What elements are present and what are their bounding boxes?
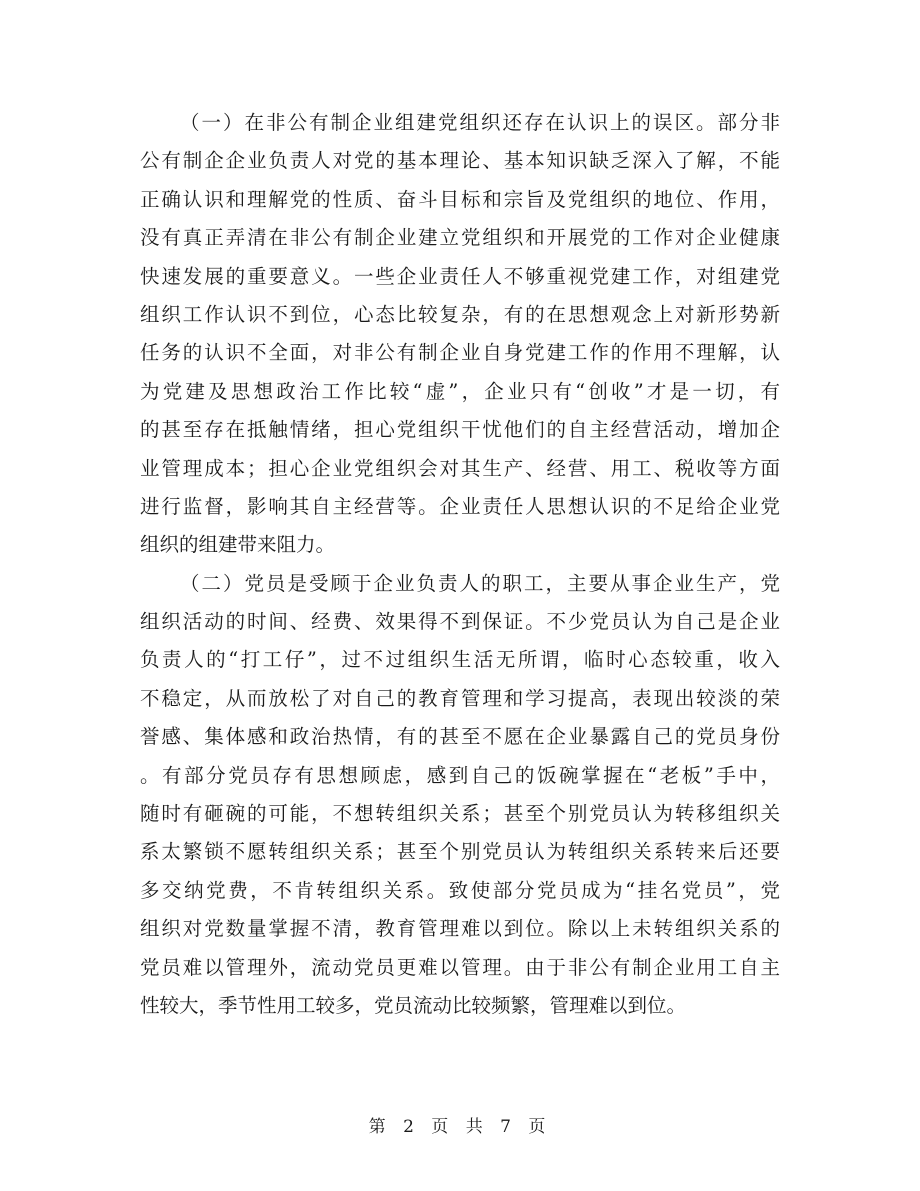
page-number-footer: 第 2 页 共 7 页 [368, 1117, 552, 1137]
paragraph-1 [140, 104, 780, 565]
text-line: 。有部分党员存有思想顾虑，感到自己的饭碗掌握在“老板”手中， [140, 763, 780, 787]
text-line: 没有真正弄清在非公有制企业建立党组织和开展党的工作对企业健康 [140, 226, 780, 250]
text-line: 系太繁锁不愿转组织关系；甚至个别党员认为转组织关系转来后还要 [140, 840, 780, 864]
text-line: 负责人的“打工仔”，过不过组织生活无所谓，临时心态较重，收入 [140, 648, 780, 672]
text-line: 组织活动的时间、经费、效果得不到保证。不少党员认为自己是企业 [140, 610, 780, 634]
text-line: 为党建及思想政治工作比较“虚”，企业只有“创收”才是一切，有 [140, 379, 780, 403]
text-line: 业管理成本；担心企业党组织会对其生产、经营、用工、税收等方面 [140, 456, 780, 480]
text-line: 党员难以管理外，流动党员更难以管理。由于非公有制企业用工自主 [140, 955, 780, 979]
text-line: 任务的认识不全面，对非公有制企业自身党建工作的作用不理解，认 [140, 341, 780, 365]
text-line: 多交纳党费，不肯转组织关系。致使部分党员成为“挂名党员”，党 [140, 878, 780, 902]
text-line: （一）在非公有制企业组建党组织还存在认识上的误区。部分非 [180, 111, 780, 134]
document-body [140, 104, 780, 1025]
text-line: 不稳定，从而放松了对自己的教育管理和学习提高，表现出较淡的荣 [140, 686, 780, 710]
text-line: 性较大，季节性用工较多，党员流动比较频繁，管理难以到位。 [140, 993, 687, 1017]
text-line: 快速发展的重要意义。一些企业责任人不够重视党建工作，对组建党 [140, 264, 780, 288]
text-line: 公有制企企业负责人对党的基本理论、基本知识缺乏深入了解，不能 [140, 149, 780, 173]
text-line: 随时有砸碗的可能，不想转组织关系；甚至个别党员认为转移组织关 [140, 802, 780, 826]
text-line: （二）党员是受顾于企业负责人的职工，主要从事企业生产，党 [180, 571, 780, 595]
text-line: 组织的组建带来阻力。 [140, 533, 336, 557]
text-line: 进行监督，影响其自主经营等。企业责任人思想认识的不足给企业党 [140, 494, 780, 518]
text-line: 誉感、集体感和政治热情，有的甚至不愿在企业暴露自己的党员身份 [140, 725, 780, 749]
text-line: 正确认识和理解党的性质、奋斗目标和宗旨及党组织的地位、作用， [140, 187, 780, 211]
text-line: 的甚至存在抵触情绪，担心党组织干忧他们的自主经营活动，增加企 [140, 418, 780, 442]
text-line: 组织对党数量掌握不清，教育管理难以到位。除以上未转组织关系的 [140, 917, 780, 941]
text-line: 组织工作认识不到位，心态比较复杂，有的在思想观念上对新形势新 [140, 302, 780, 326]
paragraph-2 [140, 565, 780, 1026]
